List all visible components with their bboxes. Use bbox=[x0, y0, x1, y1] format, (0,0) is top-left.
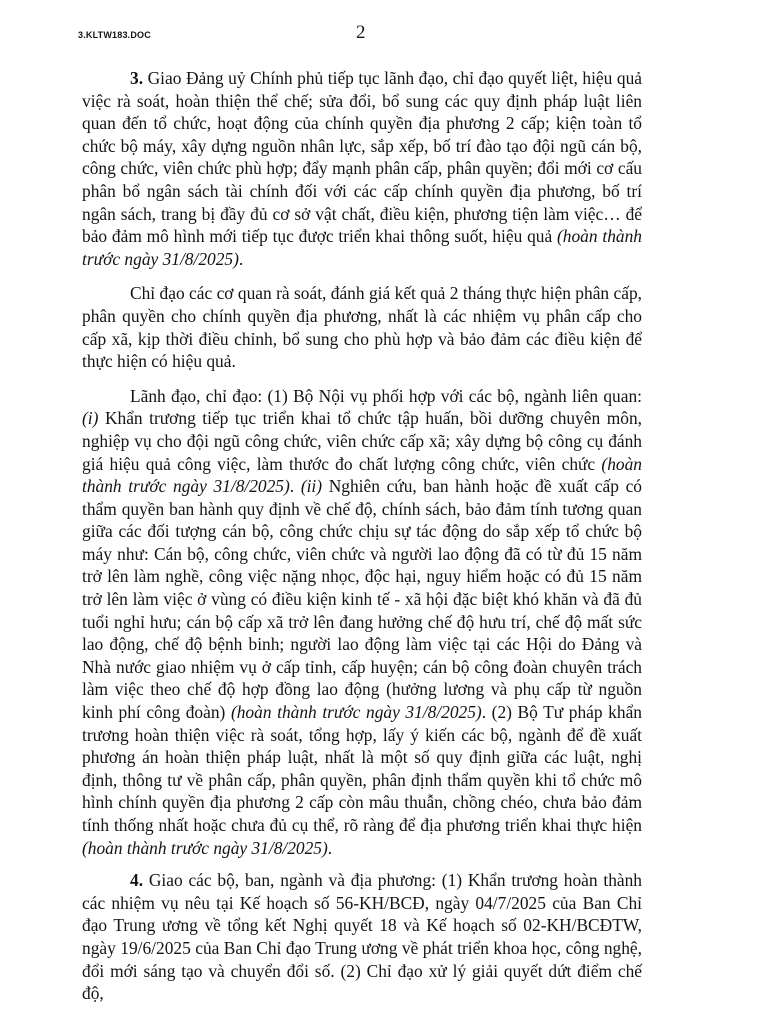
paragraph-text: . (2) Bộ Tư pháp khẩn trương hoàn thiện việc rà soát, tổng hợp, lấy ý kiến các bộ, ngành để đề xuất phương án hoàn thiện pháp luật, nhất là một số quy định giữa các luật, nghị định, thông tư về phân cấp, phân quyền, phân định thẩm quyền khi tổ chức mô hình chính quyền địa phương 2 cấp còn mâu thuẫn, chồng chéo, chưa bảo đảm tính thống nhất hoặc chưa đủ cụ thể, rõ ràng để địa phương triển khai thực hiện bbox=[82, 702, 642, 835]
sub-item-marker: (i) bbox=[82, 408, 99, 429]
document-code: 3.KLTW183.DOC bbox=[78, 30, 151, 40]
paragraph-text: Khẩn trương tiếp tục triển khai tổ chức tập huấn, bồi dưỡng chuyên môn, nghiệp vụ cho đội ngũ công chức, viên chức cấp xã; xây dựng bộ công cụ đánh giá hiệu quả công việc, làm thước đo chất lượng công chức, viên chức bbox=[82, 408, 642, 474]
item-number: 4. bbox=[130, 870, 144, 891]
deadline-note: (hoàn thành trước ngày 31/8/2025) bbox=[82, 837, 328, 858]
deadline-note: (hoàn thành trước ngày 31/8/2025) bbox=[230, 702, 482, 723]
page-number: 2 bbox=[356, 22, 366, 43]
item-number: 3. bbox=[130, 68, 144, 88]
paragraph-text: . bbox=[289, 476, 301, 497]
paragraph-text: Chỉ đạo các cơ quan rà soát, đánh giá kết quả 2 tháng thực hiện phân cấp, phân quyền cho chính quyền địa phương, nhất là các nhiệm vụ phân cấp cho cấp xã, kịp thời điều chỉnh, bổ sung cho phù hợp và bảo đảm các điều kiện để thực hiện có hiệu quả. bbox=[82, 283, 642, 372]
deadline-note: (hoàn thành trước ngày 31/8/2025) bbox=[82, 226, 642, 269]
paragraph-text: Lãnh đạo, chỉ đạo: (1) Bộ Nội vụ phối hợp với các bộ, ngành liên quan: bbox=[130, 385, 642, 406]
paragraph-tail: . bbox=[327, 837, 333, 858]
paragraph-text: Giao các bộ, ban, ngành và địa phương: (1) Khẩn trương hoàn thành các nhiệm vụ nêu tại Kế hoạch số 56-KH/BCĐ, ngày 04/7/2025 của Ban Chỉ đạo Trung ương về tổng kết Nghị quyết 18 và Kế hoạch số 02-KH/BCĐTW, ngày 19/6/2025 của Ban Chỉ đạo Trung ương về phát triển khoa học, công nghệ, đổi mới sáng tạo và chuyển đổi số. (2) Chỉ đạo xử lý giải quyết dứt điểm chế độ, bbox=[82, 870, 642, 1004]
paragraph-tail: . bbox=[238, 248, 244, 269]
paragraph-text: Nghiên cứu, ban hành hoặc đề xuất cấp có thẩm quyền ban hành quy định về chế độ, chính sách, bảo đảm tính tương quan giữa các đối tượng cán bộ, công chức chịu sự tác động do sắp xếp tổ chức bộ máy như: Cán bộ, công chức, viên chức và người lao động đã có từ đủ 15 năm trở lên làm nghề, công việc nặng nhọc, độc hại, nguy hiểm hoặc có đủ 15 năm trở lên làm việc ở vùng có điều kiện kinh tế - xã hội đặc biệt khó khăn và đã đủ tuổi nghỉ hưu; cán bộ cấp xã trở lên đang hưởng chế độ hưu trí, chế độ mất sức lao động, chế độ bệnh binh; người lao động làm việc tại các Hội do Đảng và Nhà nước giao nhiệm vụ ở cấp tỉnh, cấp huyện; cán bộ công đoàn chuyên trách làm việc theo chế độ hợp đồng lao động (hưởng lương và phụ cấp từ nguồn kinh phí công đoàn) bbox=[82, 476, 642, 723]
deadline-note: (hoàn thành trước ngày 31/8/2025) bbox=[82, 453, 642, 497]
paragraph-directive bbox=[82, 282, 642, 372]
sub-item-marker: (ii) bbox=[300, 476, 323, 497]
paragraph-leadership bbox=[82, 385, 642, 859]
document-body bbox=[82, 67, 642, 1017]
paragraph-text: Giao Đảng uỷ Chính phủ tiếp tục lãnh đạo, chỉ đạo quyết liệt, hiệu quả việc rà soát, hoàn thiện thể chế; sửa đổi, bổ sung các quy định pháp luật liên quan đến tổ chức, hoạt động của chính quyền địa phương 2 cấp; kiện toàn tổ chức bộ máy, xây dựng nguồn nhân lực, sắp xếp, bố trí đào tạo đội ngũ cán bộ, công chức, viên chức phù hợp; đẩy mạnh phân cấp, phân quyền; đổi mới cơ cấu phân bổ ngân sách tài chính đối với các cấp chính quyền địa phương, bố trí ngân sách, trang bị đầy đủ cơ sở vật chất, điều kiện, phương tiện làm việc… để bảo đảm mô hình mới tiếp tục được triển khai thông suốt, hiệu quả bbox=[82, 68, 642, 247]
paragraph-item-4 bbox=[82, 869, 642, 1005]
paragraph-item-3 bbox=[82, 67, 642, 270]
